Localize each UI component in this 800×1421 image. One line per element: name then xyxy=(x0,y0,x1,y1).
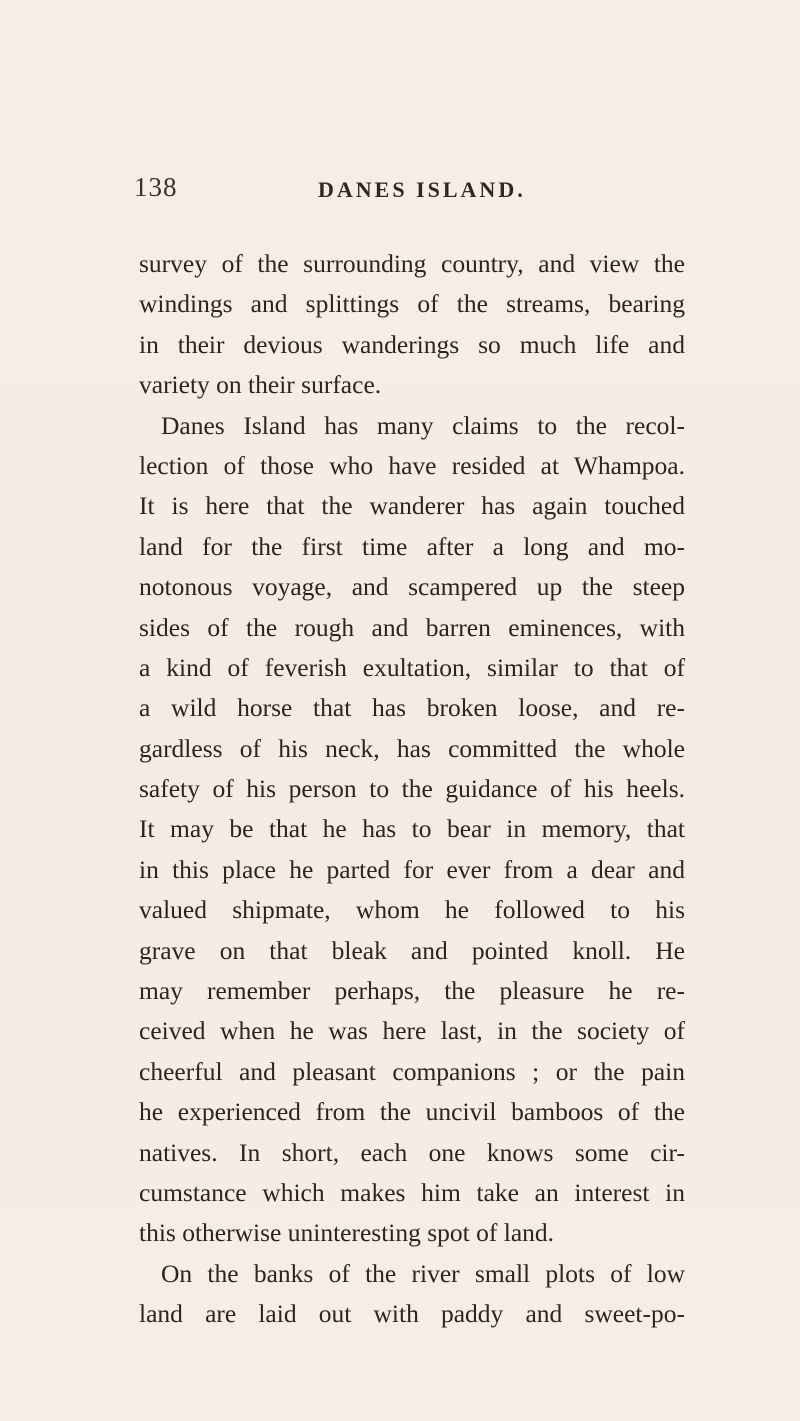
text-line: land are laid out with paddy and sweet-po- xyxy=(139,1299,685,1329)
page-number: 138 xyxy=(134,172,178,202)
text-line: variety on their surface. xyxy=(139,370,382,400)
body-text xyxy=(139,244,685,1335)
text-line: lection of those who have resided at Whampoa. xyxy=(139,450,685,480)
text-line: may remember perhaps, the pleasure he re- xyxy=(139,976,685,1006)
text-line: gardless of his neck, has committed the whole xyxy=(139,733,685,763)
text-line: land for the first time after a long and mo- xyxy=(139,531,685,561)
text-line: he experienced from the uncivil bamboos of the xyxy=(139,1097,685,1127)
text-line: natives. In short, each one knows some cir- xyxy=(139,1137,685,1167)
text-line: safety of his person to the guidance of his heels. xyxy=(139,774,685,804)
text-line: On the banks of the river small plots of low xyxy=(161,1258,685,1288)
text-line: windings and splittings of the streams, bearing xyxy=(139,289,685,319)
text-line: a kind of feverish exultation, similar to that of xyxy=(139,652,685,682)
text-line: a wild horse that has broken loose, and re- xyxy=(139,693,685,723)
text-line: in this place he parted for ever from a dear and xyxy=(139,854,685,884)
text-line: grave on that bleak and pointed knoll. He xyxy=(139,935,685,965)
text-line: notonous voyage, and scampered up the steep xyxy=(139,572,685,602)
text-line: ceived when he was here last, in the society of xyxy=(139,1016,685,1046)
text-line: in their devious wanderings so much life and xyxy=(139,329,685,359)
text-line: It may be that he has to bear in memory, that xyxy=(139,814,685,844)
text-line: cumstance which makes him take an interest in xyxy=(139,1177,685,1207)
page-header xyxy=(0,168,800,208)
text-line: Danes Island has many claims to the recol- xyxy=(161,410,685,440)
text-line: cheerful and pleasant companions ; or the pain xyxy=(139,1056,685,1086)
text-line: survey of the surrounding country, and view the xyxy=(139,249,685,278)
text-line: valued shipmate, whom he followed to his xyxy=(139,895,685,925)
running-head: DANES ISLAND. xyxy=(318,177,526,202)
text-line: this otherwise uninteresting spot of land. xyxy=(139,1218,555,1248)
text-line: It is here that the wanderer has again touched xyxy=(139,491,685,521)
text-line: sides of the rough and barren eminences, with xyxy=(139,612,685,642)
